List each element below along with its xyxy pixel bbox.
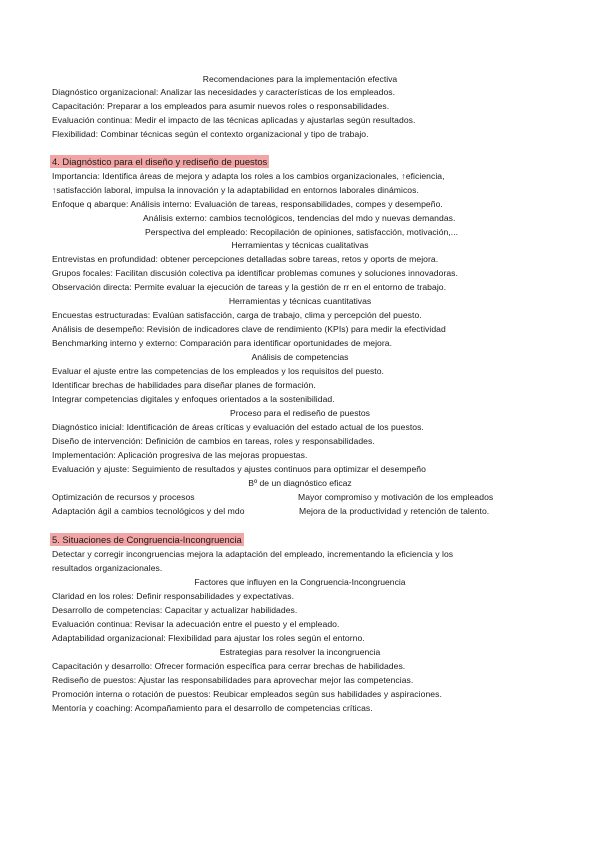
- competencies-line: Integrar competencias digitales y enfoques orientados a la sostenibilidad.: [52, 394, 335, 404]
- qualitative-line: Grupos focales: Facilitan discusión colectiva pa identificar problemas comunes y soluciones innovadoras.: [52, 268, 458, 278]
- strategy-line: Promoción interna o rotación de puestos: Reubicar empleados según sus habilidades y aspiraciones.: [52, 689, 442, 699]
- intro-line: Capacitación: Preparar a los empleados para asumir nuevos roles o responsabilidades.: [52, 101, 390, 111]
- enfoque-line: Enfoque q abarque: Análisis interno: Evaluación de tareas, responsabilidades, compes y desempeño.: [52, 199, 443, 209]
- competencies-heading: Análisis de competencias: [251, 352, 349, 362]
- factor-line: Desarrollo de competencias: Capacitar y actualizar habilidades.: [52, 605, 298, 615]
- intro-line: Diagnóstico organizacional: Analizar las necesidades y características de los empleados.: [52, 87, 396, 97]
- benefit-right: Mejora de la productividad y retención de talento.: [299, 506, 490, 516]
- quantitative-line: Encuestas estructuradas: Evalúan satisfacción, carga de trabajo, clima y percepción del puesto.: [52, 310, 422, 320]
- qualitative-line: Entrevistas en profundidad: obtener percepciones detalladas sobre tareas, retos y oports de mejora.: [52, 254, 439, 264]
- qualitative-heading: Herramientas y técnicas cualitativas: [231, 240, 369, 250]
- intro-line: Flexibilidad: Combinar técnicas según el contexto organizacional y tipo de trabajo.: [52, 129, 369, 139]
- enfoque-line: Perspectiva del empleado: Recopilación de opiniones, satisfacción, motivación,...: [145, 227, 459, 237]
- process-line: Evaluación y ajuste: Seguimiento de resultados y ajustes continuos para optimizar el desempeño: [52, 464, 426, 474]
- factor-line: Claridad en los roles: Definir responsabilidades y expectativas.: [52, 591, 295, 601]
- factors-heading: Factores que influyen en la Congruencia-Incongruencia: [194, 577, 406, 587]
- section-5-intro-line: resultados organizacionales.: [52, 563, 163, 573]
- recommendations-heading: Recomendaciones para la implementación efectiva: [202, 74, 398, 84]
- process-line: Diagnóstico inicial: Identificación de áreas críticas y evaluación del estado actual de los puestos.: [52, 422, 424, 432]
- intro-line: Evaluación continua: Medir el impacto de las técnicas aplicadas y ajustarlas según resultados.: [52, 115, 416, 125]
- quantitative-line: Benchmarking interno y externo: Comparación para identificar oportunidades de mejora.: [52, 338, 393, 348]
- benefits-heading: Bº de un diagnóstico eficaz: [248, 478, 352, 488]
- strategy-line: Mentoría y coaching: Acompañamiento para el desarrollo de competencias críticas.: [52, 703, 373, 713]
- strategy-line: Capacitación y desarrollo: Ofrecer formación específica para cerrar brechas de habilidades.: [52, 661, 406, 671]
- competencies-line: Evaluar el ajuste entre las competencias de los empleados y los requisitos del puesto.: [52, 366, 384, 376]
- benefit-right: Mayor compromiso y motivación de los empleados: [298, 492, 494, 502]
- enfoque-line: Análisis externo: cambios tecnológicos, tendencias del mdo y nuevas demandas.: [143, 213, 456, 223]
- process-heading: Proceso para el rediseño de puestos: [230, 408, 370, 418]
- strategies-heading: Estrategias para resolver la incongruencia: [219, 647, 381, 657]
- process-line: Implementación: Aplicación progresiva de las mejoras propuestas.: [52, 450, 308, 460]
- benefit-left: Adaptación ágil a cambios tecnológicos y del mdo: [52, 506, 245, 516]
- process-line: Diseño de intervención: Definición de cambios en tareas, roles y responsabilidades.: [52, 436, 375, 446]
- section-5-title: 5. Situaciones de Congruencia-Incongruencia: [52, 534, 242, 545]
- factor-line: Evaluación continua: Revisar la adecuación entre el puesto y el empleado.: [52, 619, 340, 629]
- section-5-intro-line: Detectar y corregir incongruencias mejora la adaptación del empleado, incrementando la eficiencia y los: [52, 549, 454, 559]
- factor-line: Adaptabilidad organizacional: Flexibilidad para ajustar los roles según el entorno.: [52, 633, 365, 643]
- competencies-line: Identificar brechas de habilidades para diseñar planes de formación.: [52, 380, 316, 390]
- benefit-left: Optimización de recursos y procesos: [52, 492, 195, 502]
- strategy-line: Rediseño de puestos: Ajustar las responsabilidades para aprovechar mejor las competencias.: [52, 675, 414, 685]
- qualitative-line: Observación directa: Permite evaluar la ejecución de tareas y la gestión de rr en el entorno de trabajo.: [52, 282, 447, 292]
- quantitative-line: Análisis de desempeño: Revisión de indicadores clave de rendimiento (KPIs) para medir la efectividad: [52, 324, 446, 334]
- importance-line: Importancia: Identifica áreas de mejora y adapta los roles a los cambios organizacionales, ↑eficiencia,: [52, 171, 445, 181]
- section-4-title: 4. Diagnóstico para el diseño y rediseño de puestos: [52, 156, 268, 167]
- quantitative-heading: Herramientas y técnicas cuantitativas: [228, 296, 372, 306]
- importance-line: ↑satisfacción laboral, impulsa la innovación y la adaptabilidad en entornos laborales dinámicos.: [52, 185, 419, 195]
